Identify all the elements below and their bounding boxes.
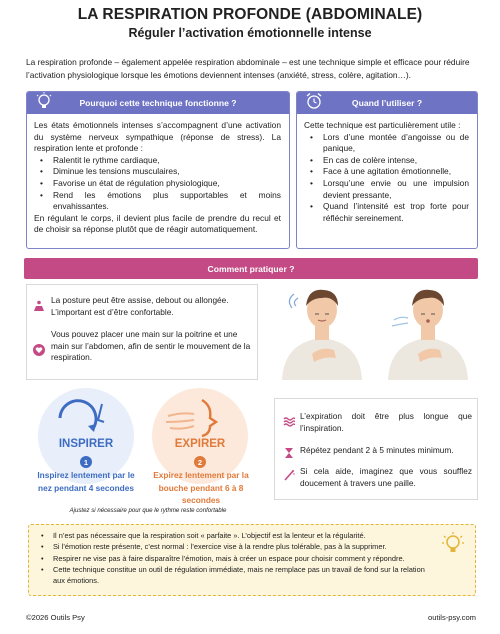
- step-number-2: 2: [194, 456, 206, 468]
- inhale-text: Inspirez lentement par le nez pendant 4 secondes: [37, 470, 135, 493]
- list-item: • Rend les émotions plus supportables et moins envahissantes.: [34, 190, 281, 213]
- why-header: [27, 92, 289, 114]
- intro-paragraph: La respiration profonde – également appelée respiration abdominale – est une technique simple et efficace pour réduire l’activation physiologique lorsque les émotions deviennent intenses (anxiété, stress, colère, agitation…).: [26, 57, 470, 80]
- person-inhaling-illustration: [272, 276, 372, 385]
- reminders-list: [37, 530, 437, 586]
- heart-icon: [33, 343, 45, 355]
- when-title: Quand l’utiliser ?: [351, 98, 423, 108]
- why-box: [26, 91, 290, 249]
- list-item: • Lors d’une montée d’angoisse ou de panique,: [304, 132, 469, 155]
- straw-icon: [283, 468, 295, 480]
- why-list: [34, 155, 281, 213]
- lightbulb-icon: [33, 90, 55, 112]
- why-title: Pourquoi cette technique fonctionne ?: [79, 98, 237, 108]
- inhale-label: INSPIRER: [58, 438, 114, 450]
- when-intro: Cette technique est particulièrement utile :: [304, 120, 461, 130]
- tips-box: [274, 398, 478, 500]
- when-box: [296, 91, 478, 249]
- exhale-text: Expirez lentement par la bouche pendant 6 à 8 secondes: [153, 470, 249, 505]
- list-item: • Respirer ne vise pas à faire disparaître l’émotion, mais à créer un espace pour choisir comment y répondre.: [37, 553, 437, 564]
- list-item: • En cas de colère intense,: [304, 155, 469, 167]
- footer-site: outils-psy.com: [428, 613, 476, 622]
- hands-text: Vous pouvez placer une main sur la poitrine et une main sur l’abdomen, afin de sentir le mouvement de la respiration.: [51, 329, 251, 362]
- why-conclusion: En régulant le corps, il devient plus facile de prendre du recul et de choisir sa réponse plutôt que de réagir automatiquement.: [34, 212, 281, 235]
- list-item: • Il n’est pas nécessaire que la respiration soit « parfaite ». L’objectif est la lenteur et la régularité.: [37, 530, 437, 541]
- tip-text: L’expiration doit être plus longue que l’inspiration.: [300, 411, 472, 433]
- alarm-clock-icon: [303, 90, 325, 112]
- page-title: LA RESPIRATION PROFONDE (ABDOMINALE): [77, 6, 423, 23]
- posture-box: [26, 284, 258, 380]
- exhale-label: EXPIRER: [174, 438, 226, 450]
- rhythm-note: Ajustez si nécessaire pour que le rythme reste confortable: [69, 507, 227, 514]
- list-item: • Lorsqu’une envie ou une impulsion devient pressante,: [304, 178, 469, 201]
- waves-icon: [283, 415, 295, 427]
- meditation-icon: [33, 299, 45, 311]
- list-item: • Quand l’intensité est trop forte pour réfléchir sereinement.: [304, 201, 469, 224]
- posture-text: La posture peut être assise, debout ou allongée. L’important est d’être confortable.: [51, 295, 229, 317]
- list-item: • Ralentit le rythme cardiaque,: [34, 155, 281, 167]
- list-item: • Face à une agitation émotionnelle,: [304, 166, 469, 178]
- list-item: • Si l’émotion reste présente, c’est normal : l’exercice vise à la rendre plus tolérable, pas à la supprimer.: [37, 541, 437, 552]
- tip-text: Si cela aide, imaginez que vous soufflez doucement à travers une paille.: [300, 466, 472, 488]
- when-list: [304, 132, 469, 225]
- hourglass-icon: [283, 446, 295, 458]
- tip-text: Répétez pendant 2 à 5 minutes minimum.: [300, 445, 454, 455]
- step-number-1: 1: [80, 456, 92, 468]
- practice-header: Comment pratiquer ?: [24, 258, 478, 279]
- why-intro: Les états émotionnels intenses s’accompagnent d’une activation du système nerveux sympathique (réponse de stress). La respiration lente et profonde :: [34, 120, 281, 154]
- list-item: • Diminue les tensions musculaires,: [34, 166, 281, 178]
- footer-copyright: ©2026 Outils Psy: [26, 613, 85, 622]
- reminders-box: [28, 524, 476, 596]
- list-item: • Favorise un état de régulation physiologique,: [34, 178, 281, 190]
- page-subtitle: Réguler l’activation émotionnelle intense: [128, 26, 372, 40]
- list-item: • Cette technique constitue un outil de régulation immédiate, mais ne remplace pas un travail de fond sur la relation aux émotions.: [37, 564, 437, 587]
- person-exhaling-illustration: [378, 276, 478, 385]
- lightbulb-icon: [441, 531, 465, 562]
